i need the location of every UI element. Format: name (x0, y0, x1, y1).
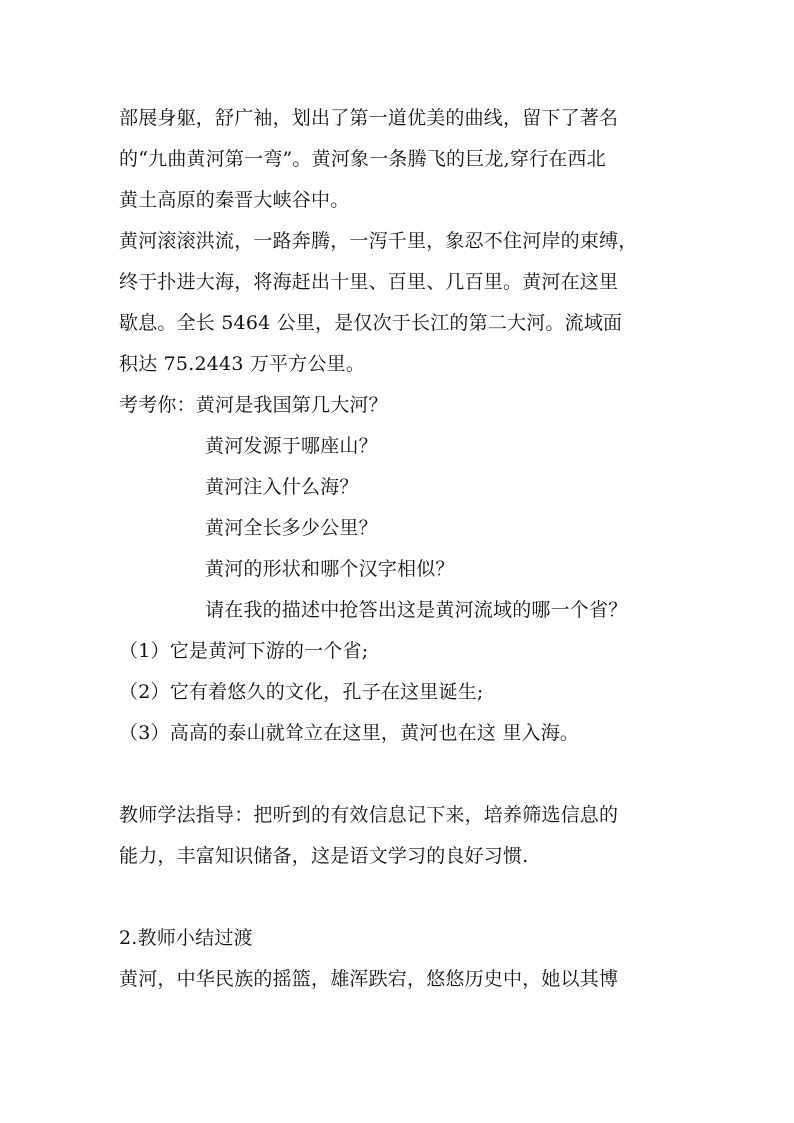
paragraph-1-line-3: 黄土高原的秦晋大峡谷中。 (119, 189, 350, 211)
quiz-question: 黄河注入什么海？ (205, 476, 359, 498)
paragraph-1-line-1: 部展身躯，舒广袖，划出了第一道优美的曲线，留下了著名 (119, 107, 619, 129)
quiz-question: 黄河发源于哪座山？ (205, 435, 378, 457)
guidance-line-2: 能力，丰富知识储备，这是语文学习的良好习惯. (119, 845, 529, 867)
quiz-clue: （3）高高的泰山就耸立在这里，黄河也在这 里入海。 (119, 722, 580, 744)
quiz-clue: （2）它有着悠久的文化，孔子在这里诞生; (119, 681, 484, 703)
quiz-question: 黄河全长多少公里？ (205, 517, 378, 539)
quiz-question: 请在我的描述中抢答出这是黄河流域的哪一个省？ (205, 599, 628, 621)
paragraph-2-line-1: 黄河滚滚洪流，一路奔腾，一泻千里，象忍不住河岸的束缚， (119, 230, 638, 252)
paragraph-2-line-3: 歇息。全长 5464 公里，是仅次于长江的第二大河。流域面 (119, 312, 623, 334)
paragraph-2-line-4: 积达 75.2443 万平方公里。 (119, 353, 366, 375)
quiz-question: 黄河的形状和哪个汉字相似？ (205, 558, 455, 580)
quiz-clue: （1）它是黄河下游的一个省; (119, 640, 369, 662)
paragraph-1-line-2: 的“九曲黄河第一弯”。黄河象一条腾飞的巨龙,穿行在西北 (119, 148, 606, 170)
paragraph-2-line-2: 终于扑进大海，将海赶出十里、百里、几百里。黄河在这里 (119, 271, 619, 293)
section-2-text: 黄河，中华民族的摇篮，雄浑跌宕，悠悠历史中，她以其博 (119, 968, 619, 990)
section-2-heading: 2.教师小结过渡 (119, 927, 253, 949)
guidance-line-1: 教师学法指导：把听到的有效信息记下来，培养筛选信息的 (119, 804, 619, 826)
quiz-first-question: 考考你：黄河是我国第几大河？ (119, 394, 388, 416)
